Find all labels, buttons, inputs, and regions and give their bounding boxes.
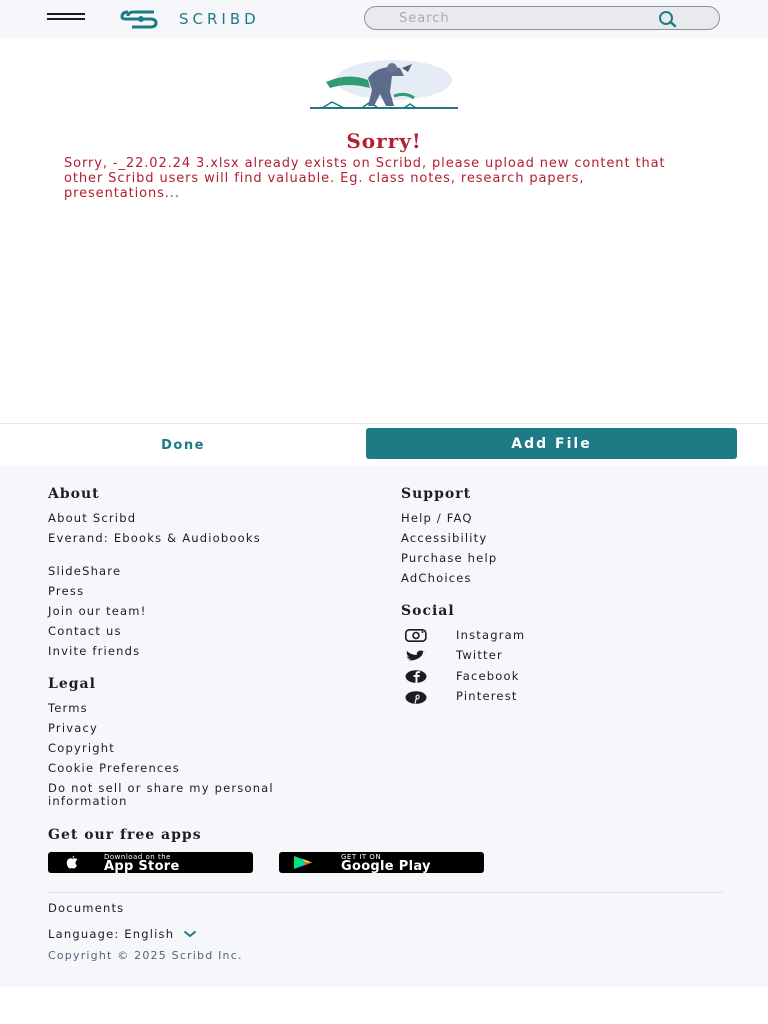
instagram-icon[interactable] bbox=[405, 629, 427, 642]
add-file-button[interactable]: Add File bbox=[366, 428, 737, 459]
error-illustration-icon bbox=[308, 58, 460, 112]
search-icon[interactable] bbox=[651, 10, 687, 28]
search-placeholder: Search bbox=[399, 11, 450, 26]
google-play-button[interactable] bbox=[279, 852, 484, 873]
footer-link-copyright[interactable]: Copyright bbox=[48, 741, 115, 755]
error-message: Sorry, -_22.02.24 3.xlsx already exists on Scribd, please upload new content that other Scribd users will find valuable. Eg. class notes, research papers, presentations... bbox=[64, 156, 666, 201]
footer-link-terms[interactable]: Terms bbox=[48, 701, 88, 715]
footer-link-join-team[interactable]: Join our team! bbox=[48, 604, 147, 618]
footer-link-accessibility[interactable]: Accessibility bbox=[401, 531, 488, 545]
top-header bbox=[0, 0, 768, 38]
menu-hamburger-icon[interactable] bbox=[47, 13, 85, 25]
upload-action-bar bbox=[0, 423, 768, 467]
google-play-big-text: Google Play bbox=[341, 859, 431, 874]
apple-icon bbox=[65, 855, 79, 870]
footer-link-instagram[interactable]: Instagram bbox=[456, 628, 526, 642]
footer-link-privacy[interactable]: Privacy bbox=[48, 721, 99, 735]
google-play-small-text: GET IT ON bbox=[341, 853, 382, 861]
language-value: English bbox=[124, 927, 175, 941]
footer-link-adchoices[interactable]: AdChoices bbox=[401, 571, 472, 585]
app-store-small-text: Download on the bbox=[104, 853, 171, 861]
footer-link-invite[interactable]: Invite friends bbox=[48, 644, 141, 658]
social-heading: Social bbox=[401, 603, 455, 619]
language-selector[interactable] bbox=[48, 928, 197, 941]
support-heading: Support bbox=[401, 486, 472, 502]
logo-wordmark[interactable]: SCRIBD bbox=[179, 10, 260, 28]
copyright-text: Copyright © 2025 Scribd Inc. bbox=[48, 949, 243, 962]
done-button[interactable]: Done bbox=[0, 424, 366, 466]
app-store-button[interactable] bbox=[48, 852, 253, 873]
scribd-logo-icon[interactable] bbox=[120, 9, 158, 29]
language-label: Language: bbox=[48, 927, 120, 941]
footer-link-contact[interactable]: Contact us bbox=[48, 624, 122, 638]
footer-link-cookie-preferences[interactable]: Cookie Preferences bbox=[48, 761, 180, 775]
footer-link-documents[interactable]: Documents bbox=[48, 901, 125, 915]
facebook-icon[interactable] bbox=[405, 670, 427, 683]
site-footer bbox=[0, 466, 768, 987]
footer-divider bbox=[47, 892, 723, 893]
app-store-big-text: App Store bbox=[104, 859, 180, 874]
google-play-icon bbox=[292, 855, 326, 870]
footer-link-press[interactable]: Press bbox=[48, 584, 85, 598]
footer-link-facebook[interactable]: Facebook bbox=[456, 669, 520, 683]
chevron-down-icon[interactable] bbox=[183, 930, 197, 938]
apps-heading: Get our free apps bbox=[48, 827, 202, 843]
legal-heading: Legal bbox=[48, 676, 96, 692]
about-heading: About bbox=[48, 486, 100, 502]
footer-link-everand[interactable]: Everand: Ebooks & Audiobooks bbox=[48, 531, 261, 545]
footer-link-purchase-help[interactable]: Purchase help bbox=[401, 551, 498, 565]
footer-link-twitter[interactable]: Twitter bbox=[456, 648, 503, 662]
search-input[interactable] bbox=[364, 6, 720, 30]
footer-link-pinterest[interactable]: Pinterest bbox=[456, 689, 518, 703]
error-title: Sorry! bbox=[346, 129, 422, 153]
footer-link-slideshare[interactable]: SlideShare bbox=[48, 564, 122, 578]
twitter-icon[interactable] bbox=[405, 650, 427, 662]
footer-link-help-faq[interactable]: Help / FAQ bbox=[401, 511, 473, 525]
pinterest-icon[interactable] bbox=[405, 691, 427, 704]
footer-link-do-not-sell[interactable]: Do not sell or share my personal information bbox=[48, 781, 274, 808]
footer-link-about-scribd[interactable]: About Scribd bbox=[48, 511, 137, 525]
